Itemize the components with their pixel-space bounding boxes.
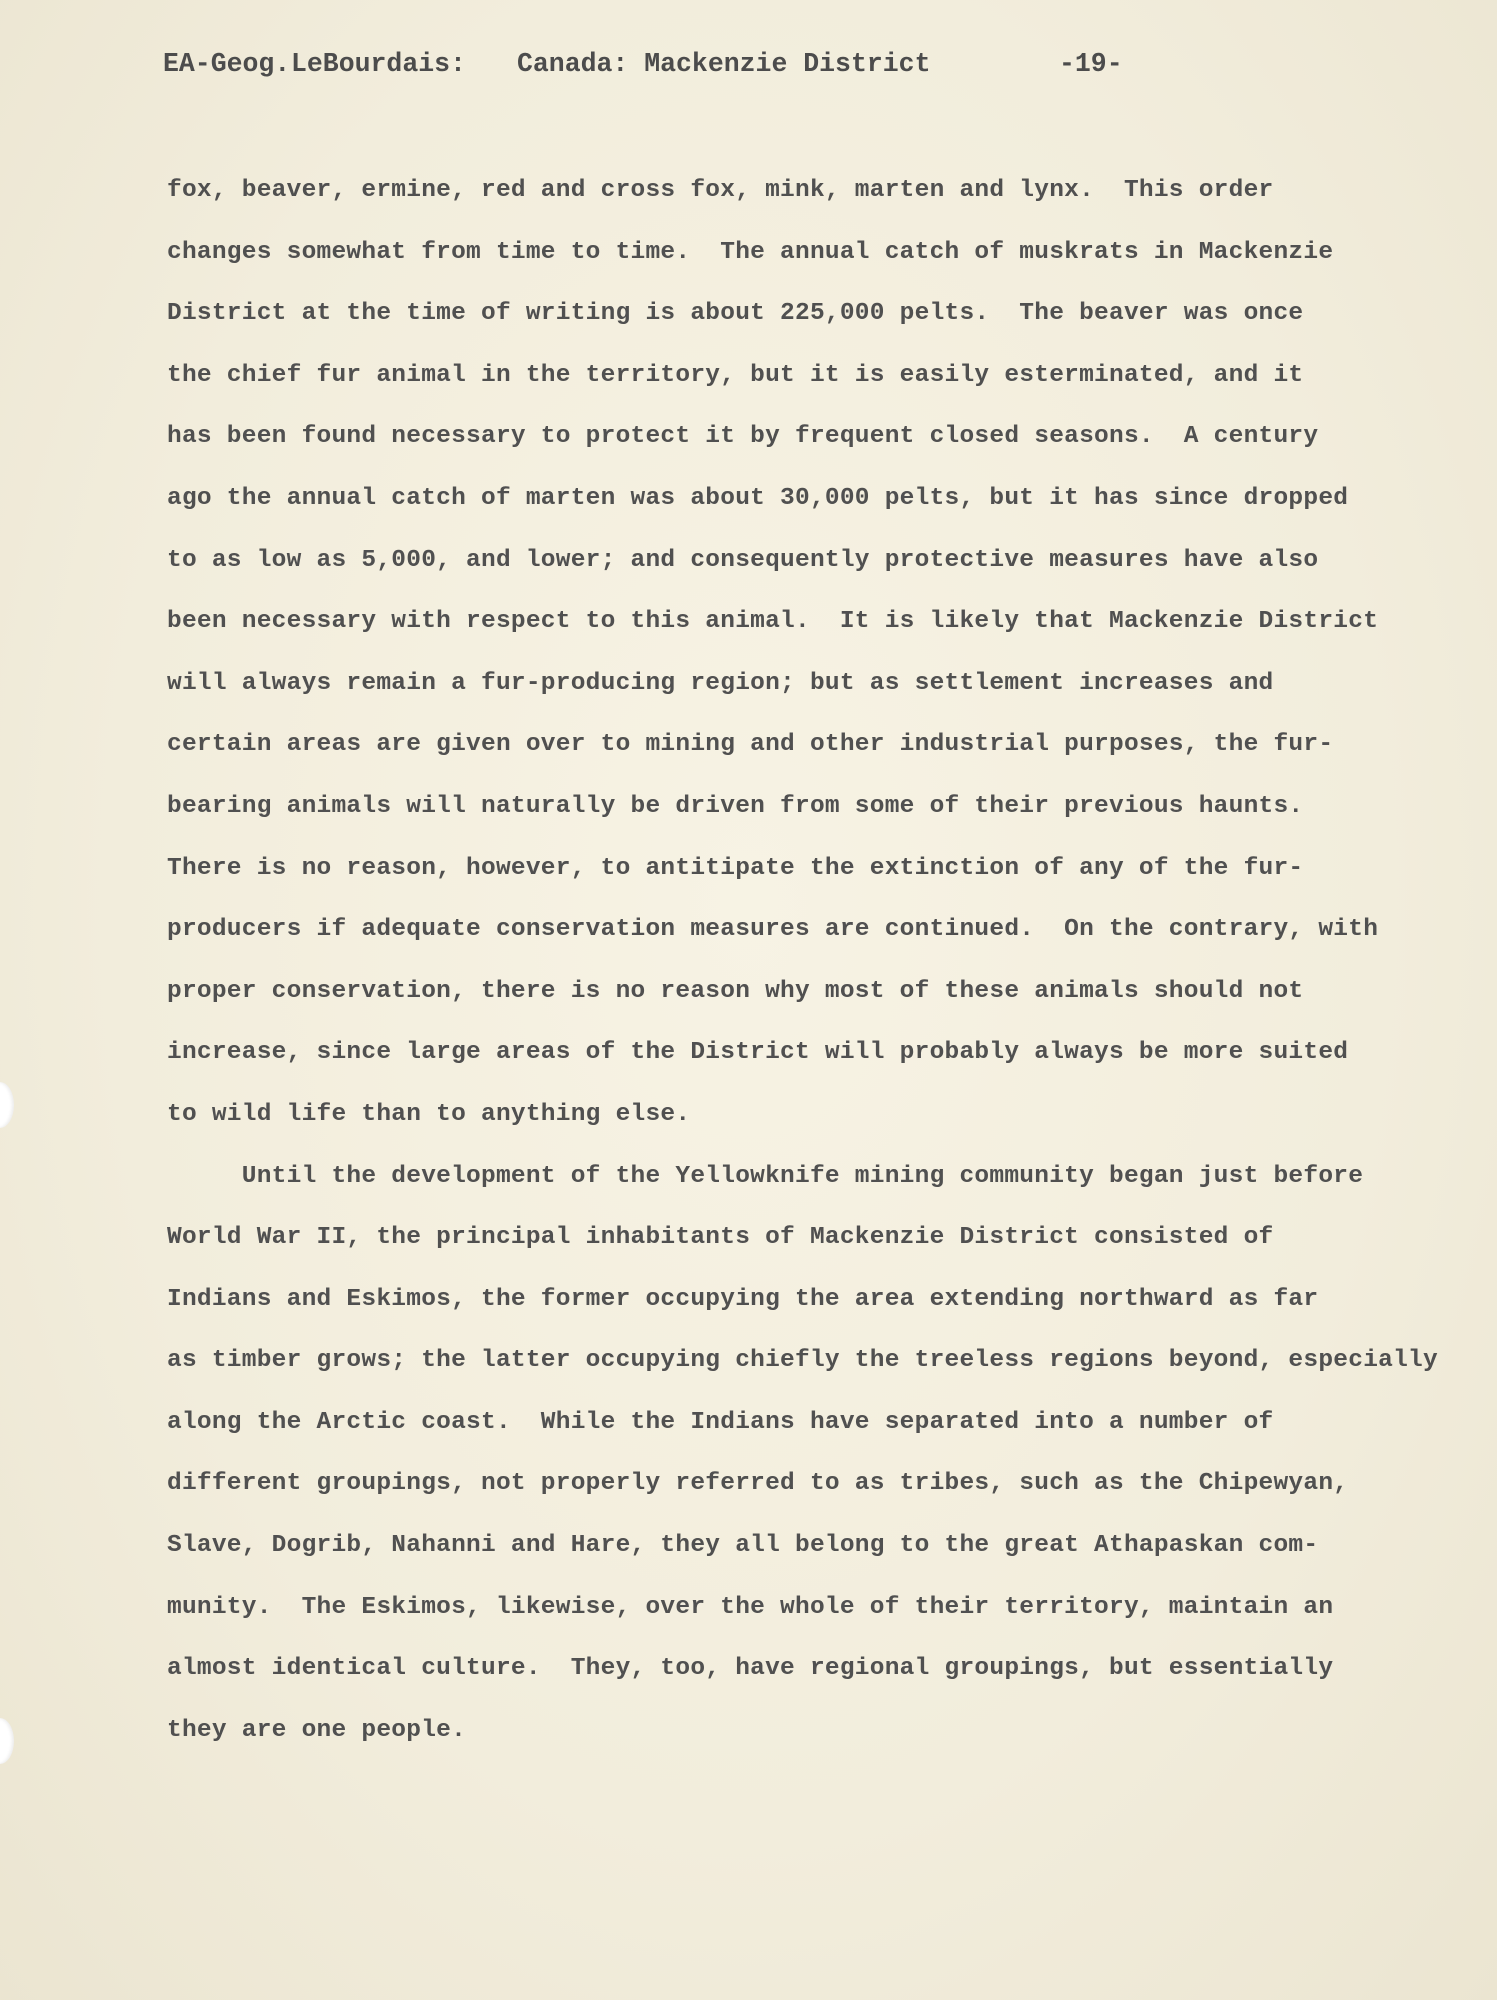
header-author: LeBourdais: [291,49,466,79]
page-number: -19- [1059,49,1123,79]
text-line: will always remain a fur-producing region; but as settlement increases and [167,669,1274,697]
header-title: Canada: Mackenzie District [517,49,931,79]
text-line: munity. The Eskimos, likewise, over the whole of their territory, maintain an [167,1593,1334,1621]
text-line: fox, beaver, ermine, red and cross fox, mink, marten and lynx. This order [167,177,1274,204]
body-text [167,160,1487,1761]
text-line: to wild life than to anything else. [167,1100,691,1128]
text-line: different groupings, not properly referred to as tribes, such as the Chipewyan, [167,1470,1349,1498]
text-line: has been found necessary to protect it by frequent closed seasons. A century [167,423,1319,451]
punch-hole [0,1718,14,1764]
text-line: along the Arctic coast. While the Indians have separated into a number of [167,1408,1274,1436]
text-line: as timber grows; the latter occupying chiefly the treeless regions beyond, especially [167,1347,1438,1375]
text-line: There is no reason, however, to antitipate the extinction of any of the fur- [167,854,1304,882]
text-line: bearing animals will naturally be driven from some of their previous haunts. [167,792,1304,820]
text-line: they are one people. [167,1716,467,1744]
text-line: Slave, Dogrib, Nahanni and Hare, they all belong to the great Athapaskan com- [167,1532,1319,1560]
text-line: Until the development of the Yellowknife mining community began just before [167,1162,1364,1190]
text-line: been necessary with respect to this animal. It is likely that Mackenzie District [167,608,1379,636]
text-line: Indians and Eskimos, the former occupying the area extending northward as far [167,1285,1319,1313]
text-line: the chief fur animal in the territory, but it is easily esterminated, and it [167,361,1304,389]
text-line: District at the time of writing is about 225,000 pelts. The beaver was once [167,300,1304,328]
text-line: certain areas are given over to mining and other industrial purposes, the fur- [167,731,1334,759]
text-line: almost identical culture. They, too, have regional groupings, but essentially [167,1655,1334,1683]
header-code: EA-Geog. [163,49,291,79]
page-header [163,44,1163,84]
punch-hole [0,1082,14,1128]
text-line: World War II, the principal inhabitants of Mackenzie District consisted of [167,1224,1274,1252]
text-line: ago the annual catch of marten was about 30,000 pelts, but it has since dropped [167,484,1349,512]
text-line: changes somewhat from time to time. The annual catch of muskrats in Mackenzie [167,238,1334,266]
text-line: producers if adequate conservation measures are continued. On the contrary, with [167,916,1379,944]
text-line: to as low as 5,000, and lower; and consequently protective measures have also [167,546,1319,574]
text-line: increase, since large areas of the District will probably always be more suited [167,1039,1349,1067]
text-line: proper conservation, there is no reason why most of these animals should not [167,977,1304,1005]
